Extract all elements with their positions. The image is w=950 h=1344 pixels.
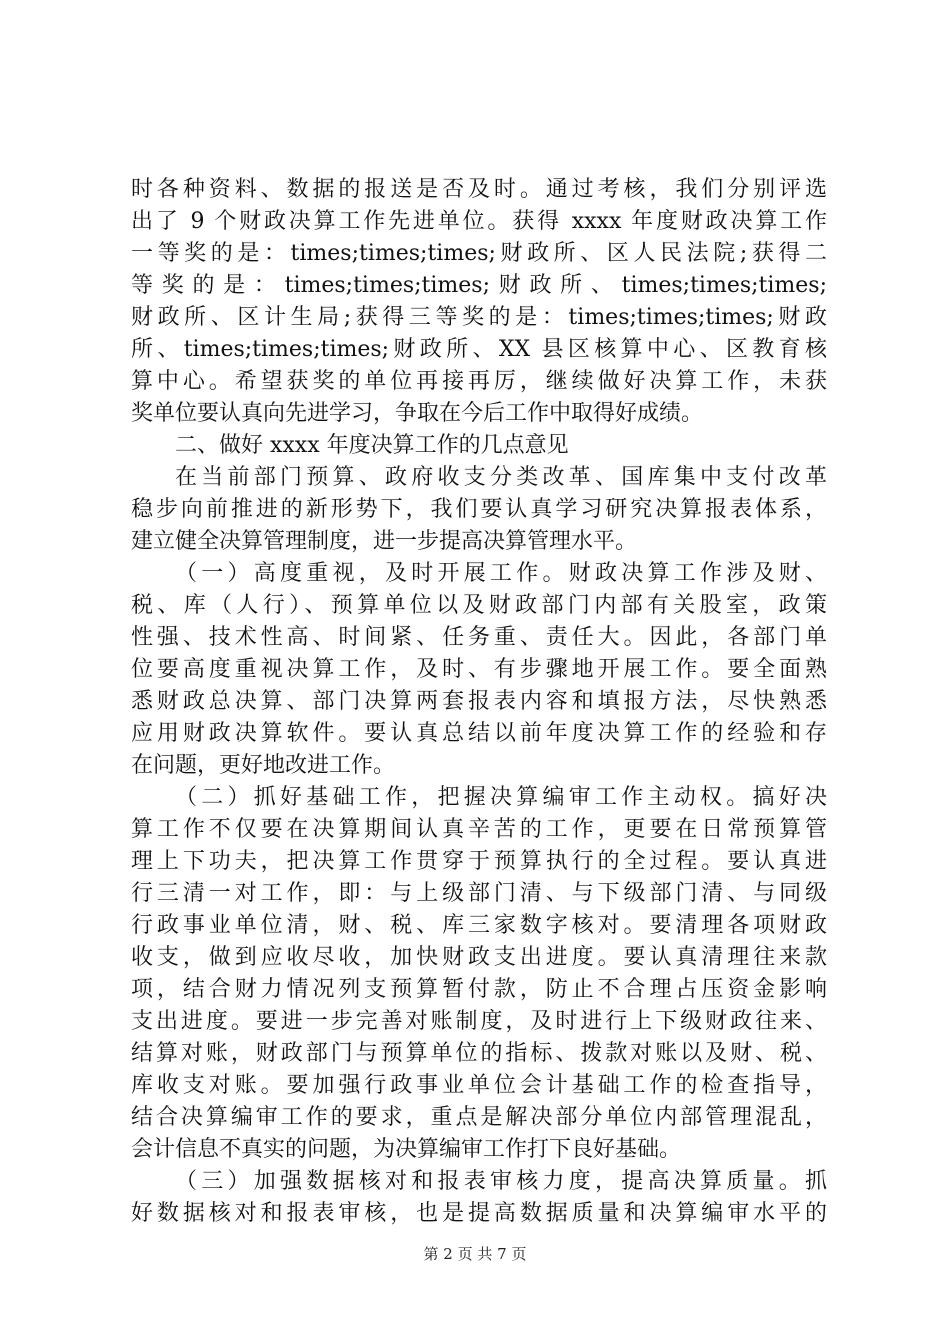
text-line: 等奖的是：times;times;times;财政所、times;times;times; xyxy=(131,273,827,298)
text-line: 出了 9 个财政决算工作先进单位。获得 xxxx 年度财政决算工作 xyxy=(131,209,827,234)
text-line: 应用财政决算软件。要认真总结以前年度决算工作的经验和存 xyxy=(131,721,827,746)
text-line: 结合决算编审工作的要求，重点是解决部分单位内部管理混乱， xyxy=(131,1105,827,1130)
text-line: 财政所、区计生局;获得三等奖的是：times;times;times;财政 xyxy=(131,305,827,330)
text-line: 行政事业单位清，财、税、库三家数字核对。要清理各项财政 xyxy=(131,913,827,938)
text-line: 一等奖的是：times;times;times;财政所、区人民法院;获得二 xyxy=(131,241,827,266)
text-line: 位要高度重视决算工作，及时、有步骤地开展工作。要全面熟 xyxy=(131,657,827,682)
text-line: 在问题，更好地改进工作。 xyxy=(131,753,396,778)
text-line: 建立健全决算管理制度，进一步提高决算管理水平。 xyxy=(131,529,638,554)
paragraph-start: 在当前部门预算、政府收支分类改革、国库集中支付改革 xyxy=(175,465,827,490)
text-line: 性强、技术性高、时间紧、任务重、责任大。因此，各部门单 xyxy=(131,625,827,650)
text-line: 悉财政总决算、部门决算两套报表内容和填报方法，尽快熟悉 xyxy=(131,689,827,714)
subsection-start: （三）加强数据核对和报表审核力度，提高决算质量。抓 xyxy=(175,1169,827,1194)
text-line: 稳步向前推进的新形势下，我们要认真学习研究决算报表体系， xyxy=(131,497,827,522)
text-line: 收支，做到应收尽收，加快财政支出进度。要认真清理往来款 xyxy=(131,945,827,970)
page-number-footer: 第 2 页 共 7 页 xyxy=(423,1245,527,1263)
text-line: 算中心。希望获奖的单位再接再厉，继续做好决算工作，未获 xyxy=(131,369,827,394)
text-line: 库收支对账。要加强行政事业单位会计基础工作的检查指导， xyxy=(131,1073,827,1098)
text-line: 项，结合财力情况列支预算暂付款，防止不合理占压资金影响 xyxy=(131,977,827,1002)
text-line: 奖单位要认真向先进学习，争取在今后工作中取得好成绩。 xyxy=(131,401,704,426)
text-line: 理上下功夫，把决算工作贯穿于预算执行的全过程。要认真进 xyxy=(131,849,827,874)
text-line: 支出进度。要进一步完善对账制度，及时进行上下级财政往来、 xyxy=(131,1009,827,1034)
text-line: 时各种资料、数据的报送是否及时。通过考核，我们分别评选 xyxy=(131,177,827,202)
text-line: 税、库（人行）、预算单位以及财政部门内部有关股室，政策 xyxy=(131,593,827,618)
subsection-start: （二）抓好基础工作，把握决算编审工作主动权。搞好决 xyxy=(175,785,827,810)
text-line: 会计信息不真实的问题，为决算编审工作打下良好基础。 xyxy=(131,1137,682,1162)
document-body xyxy=(131,174,827,1230)
text-line: 算工作不仅要在决算期间认真辛苦的工作，更要在日常预算管 xyxy=(131,817,827,842)
subsection-start: （一）高度重视，及时开展工作。财政决算工作涉及财、 xyxy=(175,561,827,586)
text-line: 所、times;times;times;财政所、XX 县区核算中心、区教育核 xyxy=(131,337,827,362)
text-line: 结算对账，财政部门与预算单位的指标、拨款对账以及财、税、 xyxy=(131,1041,827,1066)
section-heading: 二、做好 xxxx 年度决算工作的几点意见 xyxy=(175,433,569,458)
text-line: 行三清一对工作，即：与上级部门清、与下级部门清、与同级 xyxy=(131,881,827,906)
text-line: 好数据核对和报表审核，也是提高数据质量和决算编审水平的 xyxy=(131,1201,827,1226)
